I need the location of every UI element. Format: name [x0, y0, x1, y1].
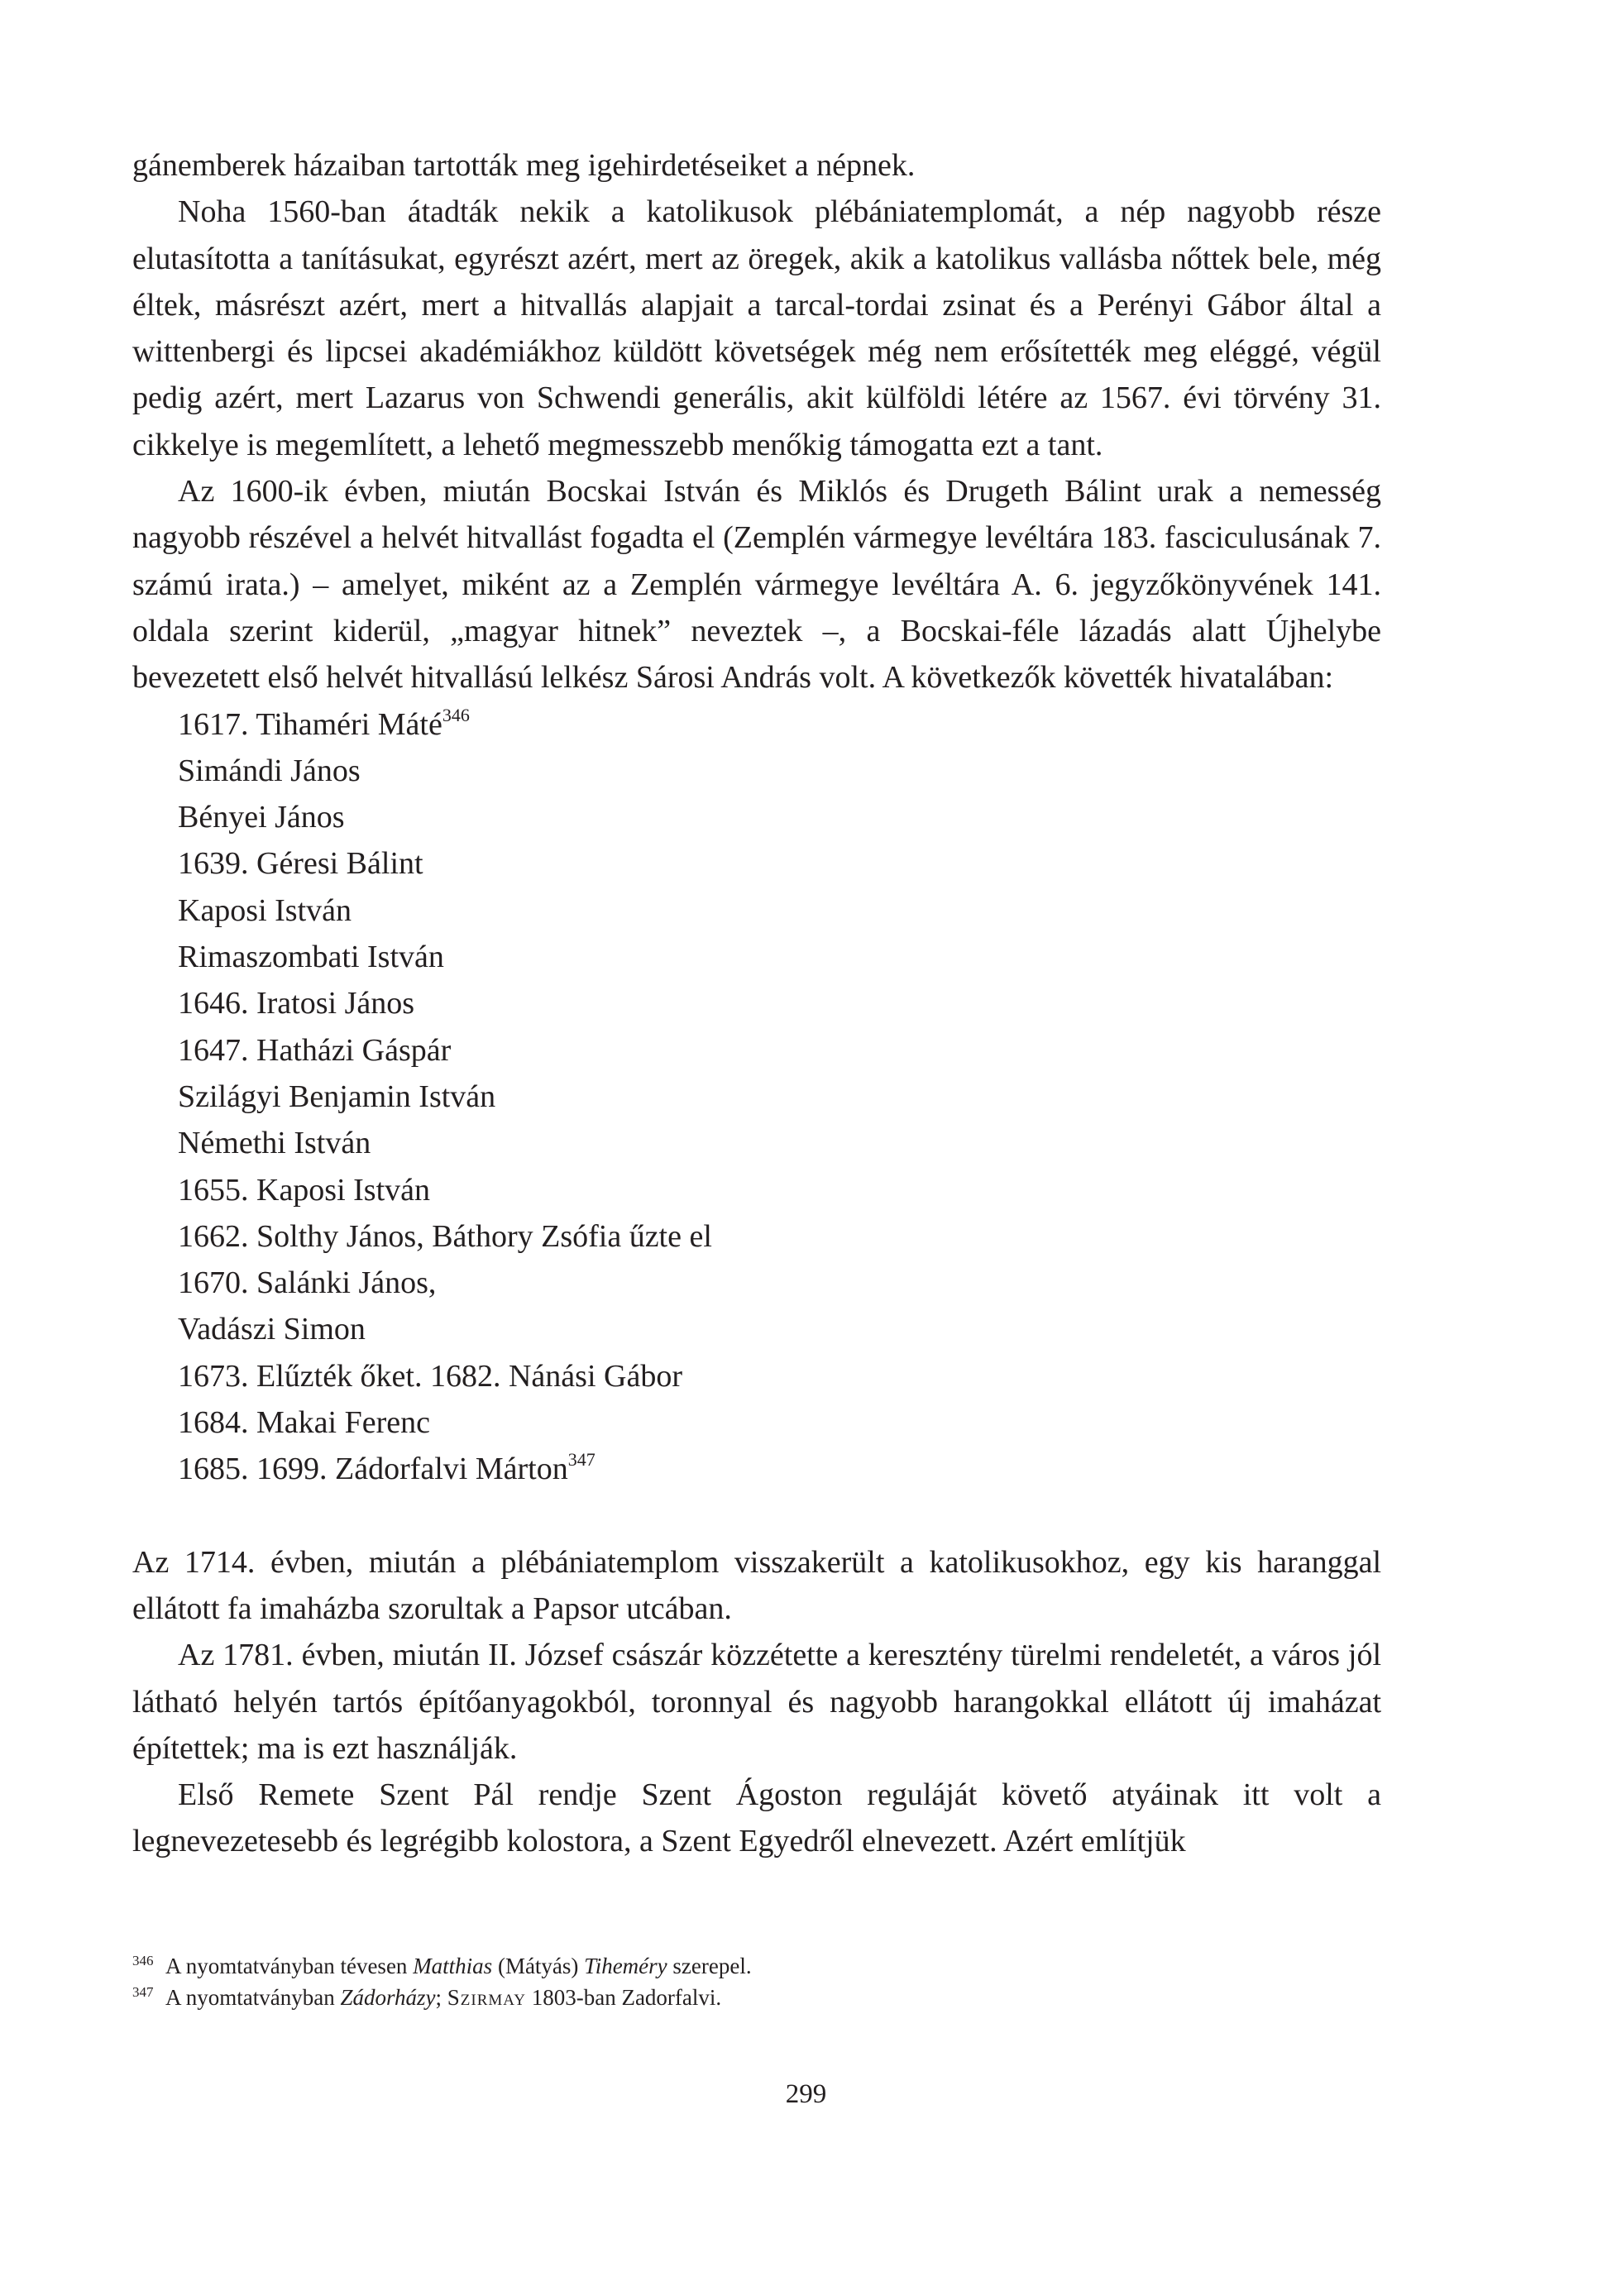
- main-text: [132, 142, 1381, 1865]
- footnote-ref: 346: [442, 704, 470, 725]
- list-item: 1647. Hatházi Gáspár: [178, 1032, 452, 1068]
- list-item: 1617. Tihaméri Máté$^{346}$: [178, 704, 470, 742]
- paragraph: Noha 1560-ban átadták nekik a katolikusok plébániatemplomát, a nép nagyobb része elutasította a tanításukat, egyrészt azért, mert az öregek, akik a katolikus vallásba nőttek bele, még éltek, másrészt azért, mert a hitvallás alapjait a tarcal-tordai zsinat és a Perényi Gábor által a wittenbergi és lipcsei akadémiákhoz küldött követségek még nem erősítették meg eléggé, végül pedig azért, mert Lazarus von Schwendi generális, akit külföldi létére az 1567. évi törvény 31. cikkelye is megemlített, a lehető megmesszebb menőkig támogatta ezt a tant.: [132, 194, 1381, 462]
- list-item: 1670. Salánki János,: [178, 1265, 437, 1301]
- footnote-347: 347 A nyomtatványban Zádorházy; Szirmay 1803-ban Zadorfalvi.: [132, 1984, 722, 2010]
- list-item: Kaposi István: [178, 892, 352, 928]
- footnote-ref: 347: [567, 1449, 596, 1471]
- list-item: Simándi János: [178, 753, 361, 788]
- footnote-346: 346 A nyomtatványban tévesen Matthias (Mátyás) Tiheméry szerepel.: [132, 1953, 752, 1978]
- list-item: 1673. Elűzték őket. 1682. Nánási Gábor: [178, 1358, 682, 1394]
- footnotes: [132, 1950, 1381, 2013]
- list-item: Szilágyi Benjamin István: [178, 1079, 496, 1114]
- list-item: Bényei János: [178, 800, 345, 835]
- spacer: [132, 1493, 1381, 1539]
- list-item: Rimaszombati István: [178, 940, 444, 975]
- list-item: 1662. Solthy János, Báthory Zsófia űzte el: [178, 1218, 712, 1254]
- paragraph: Az 1781. évben, miután II. József császár közzétette a keresztény türelmi rendeletét, a város jól látható helyén tartós építőanyagokból, toronnyal és nagyobb harangokkal ellátott új imaházat építettek; ma is ezt használják.: [132, 1638, 1381, 1766]
- list-item: 1684. Makai Ferenc: [178, 1405, 430, 1441]
- list-item: 1639. Géresi Bálint: [178, 846, 423, 882]
- list-item: Vadászi Simon: [178, 1312, 366, 1347]
- page-number: 299: [785, 2079, 827, 2109]
- list-item: 1685. 1699. Zádorfalvi Márton$^{347}$: [178, 1449, 596, 1487]
- paragraph: Első Remete Szent Pál rendje Szent Ágoston reguláját követő atyáinak itt volt a legnevezetesebb és legrégibb kolostora, a Szent Egyedről elnevezett. Azért említjük: [132, 1777, 1381, 1859]
- list-item: Némethi István: [178, 1126, 371, 1161]
- list-item: 1646. Iratosi János: [178, 986, 415, 1021]
- paragraph: Az 1714. évben, miután a plébániatemplom visszakerült a katolikusokhoz, egy kis haranggal ellátott fa imaházba szorultak a Papsor utcában.: [132, 1544, 1381, 1626]
- pastor-list: [132, 701, 1381, 1493]
- list-item: 1655. Kaposi István: [178, 1172, 431, 1208]
- paragraph: Az 1600-ik évben, miután Bocskai István és Miklós és Drugeth Bálint urak a nemesség nagyobb részével a helvét hitvallást fogadta el (Zemplén vármegye levéltára 183. fasciculusának 7. számú irata.) – amelyet, miként az a Zemplén vármegye levéltára A. 6. jegyzőkönyvének 141. oldala szerint kiderül, „magyar hitnek” neveztek –, a Bocskai-féle lázadás alatt Újhelybe bevezetett első helvét hitvallású lelkész Sárosi András volt. A következők követték hivatalában:: [132, 474, 1381, 696]
- paragraph: gánemberek házaiban tartották meg igehirdetéseiket a népnek.: [132, 148, 916, 183]
